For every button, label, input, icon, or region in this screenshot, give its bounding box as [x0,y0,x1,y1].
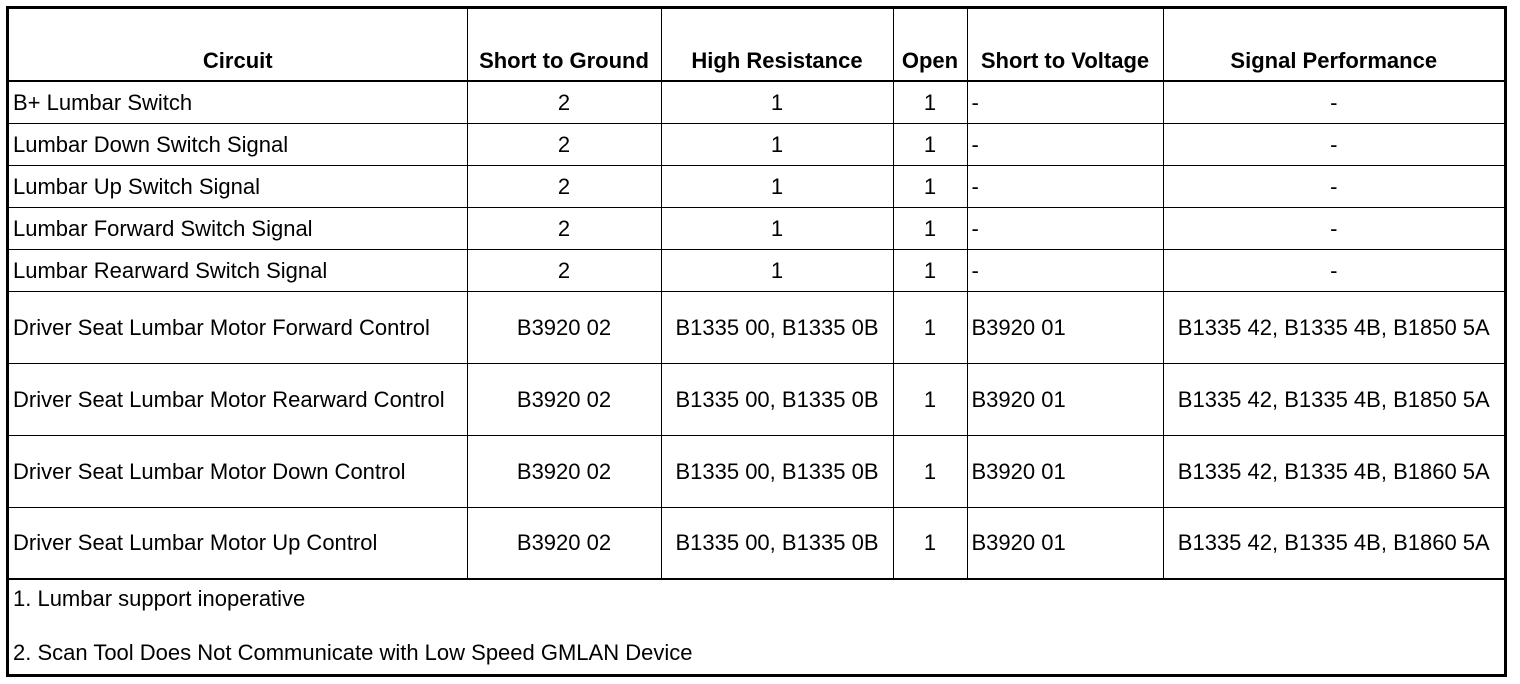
table-row [9,81,1504,123]
cell-high-resistance: 1 [661,165,893,207]
cell-short-to-voltage: - [967,165,1163,207]
cell-circuit: Lumbar Down Switch Signal [9,123,467,165]
cell-short-to-ground: B3920 02 [467,291,661,363]
cell-short-to-voltage: - [967,123,1163,165]
cell-short-to-voltage: B3920 01 [967,435,1163,507]
cell-open: 1 [893,81,967,123]
cell-signal-performance: B1335 42, B1335 4B, B1860 5A [1163,435,1504,507]
cell-open: 1 [893,123,967,165]
table-row [9,291,1504,363]
table-row [9,123,1504,165]
cell-open: 1 [893,507,967,579]
table-row [9,363,1504,435]
cell-high-resistance: B1335 00, B1335 0B [661,435,893,507]
cell-short-to-ground: B3920 02 [467,435,661,507]
cell-open: 1 [893,363,967,435]
cell-short-to-ground: B3920 02 [467,363,661,435]
cell-high-resistance: B1335 00, B1335 0B [661,507,893,579]
table-row [9,435,1504,507]
cell-short-to-ground: 2 [467,123,661,165]
cell-circuit: Driver Seat Lumbar Motor Down Control [9,435,467,507]
header-row [9,9,1504,81]
cell-high-resistance: B1335 00, B1335 0B [661,363,893,435]
cell-circuit: Lumbar Rearward Switch Signal [9,249,467,291]
cell-signal-performance: - [1163,249,1504,291]
cell-high-resistance: 1 [661,249,893,291]
header-signal-performance: Signal Performance [1163,9,1504,81]
cell-signal-performance: - [1163,81,1504,123]
cell-circuit: Lumbar Up Switch Signal [9,165,467,207]
circuit-fault-table [9,9,1504,678]
cell-short-to-ground: 2 [467,207,661,249]
cell-circuit: Driver Seat Lumbar Motor Forward Control [9,291,467,363]
cell-short-to-voltage: B3920 01 [967,507,1163,579]
notes-row [9,579,1504,678]
cell-short-to-voltage: B3920 01 [967,363,1163,435]
note-1: 1. Lumbar support inoperative [13,586,306,611]
diagnostic-table-frame [6,6,1507,677]
cell-short-to-voltage: - [967,207,1163,249]
cell-open: 1 [893,165,967,207]
table-row [9,165,1504,207]
cell-open: 1 [893,435,967,507]
notes-cell [9,579,1504,678]
cell-signal-performance: - [1163,207,1504,249]
table-row [9,249,1504,291]
cell-short-to-ground: 2 [467,81,661,123]
header-short-to-voltage: Short to Voltage [967,9,1163,81]
cell-high-resistance: 1 [661,81,893,123]
cell-signal-performance: - [1163,123,1504,165]
note-2: 2. Scan Tool Does Not Communicate with Low Speed GMLAN Device [13,640,693,665]
cell-signal-performance: B1335 42, B1335 4B, B1860 5A [1163,507,1504,579]
cell-open: 1 [893,207,967,249]
cell-high-resistance: 1 [661,123,893,165]
table-row [9,207,1504,249]
table-row [9,507,1504,579]
cell-circuit: Driver Seat Lumbar Motor Rearward Control [9,363,467,435]
header-circuit: Circuit [9,9,467,81]
cell-short-to-ground: B3920 02 [467,507,661,579]
cell-high-resistance: B1335 00, B1335 0B [661,291,893,363]
header-short-to-ground: Short to Ground [467,9,661,81]
cell-signal-performance: B1335 42, B1335 4B, B1850 5A [1163,363,1504,435]
cell-circuit: Lumbar Forward Switch Signal [9,207,467,249]
cell-open: 1 [893,291,967,363]
cell-short-to-voltage: - [967,81,1163,123]
cell-short-to-voltage: B3920 01 [967,291,1163,363]
cell-high-resistance: 1 [661,207,893,249]
header-high-resistance: High Resistance [661,9,893,81]
cell-short-to-ground: 2 [467,249,661,291]
header-open: Open [893,9,967,81]
cell-short-to-ground: 2 [467,165,661,207]
cell-open: 1 [893,249,967,291]
cell-signal-performance: - [1163,165,1504,207]
cell-circuit: B+ Lumbar Switch [9,81,467,123]
cell-short-to-voltage: - [967,249,1163,291]
cell-signal-performance: B1335 42, B1335 4B, B1850 5A [1163,291,1504,363]
cell-circuit: Driver Seat Lumbar Motor Up Control [9,507,467,579]
